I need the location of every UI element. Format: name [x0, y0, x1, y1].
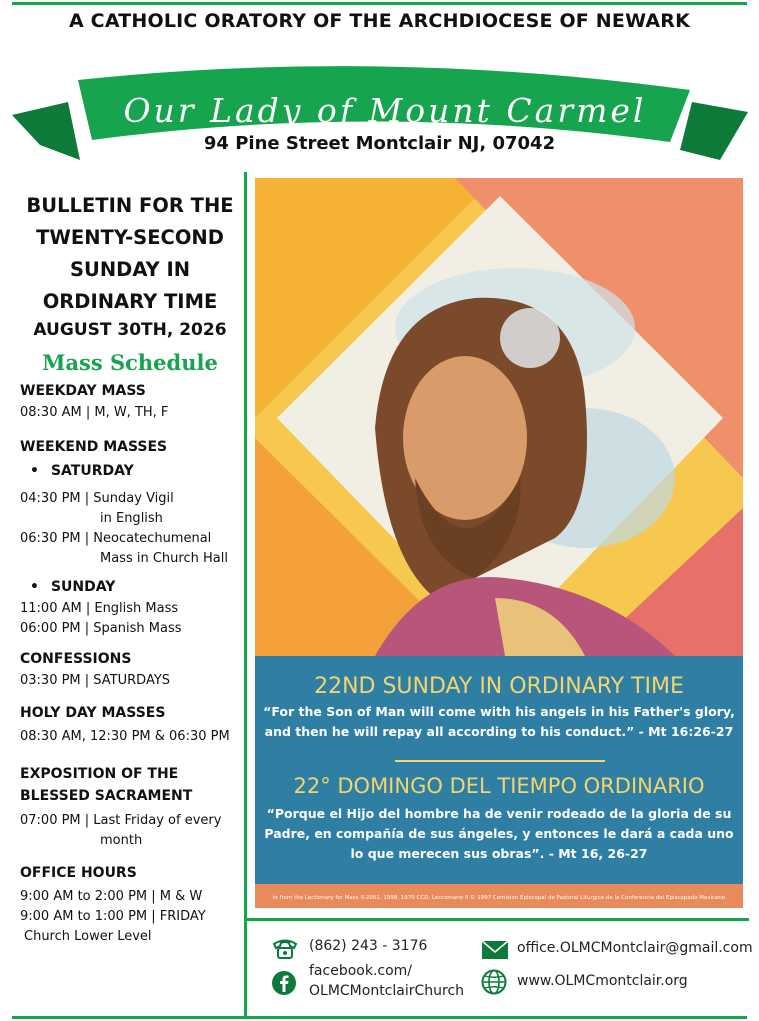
- bulletin-title: [20, 190, 240, 318]
- phone-icon: [271, 936, 299, 960]
- holy-day-times: 08:30 AM, 12:30 PM & 06:30 PM: [20, 729, 230, 744]
- saturday-vigil-time: 04:30 PM | Sunday Vigil: [20, 491, 174, 506]
- saturday-neocat-time: 06:30 PM | Neocatechumenal: [20, 531, 212, 546]
- bulletin-date: AUGUST 30TH, 2026: [33, 320, 227, 340]
- exposition-heading: [20, 763, 240, 807]
- exposition-heading-line: EXPOSITION OF THE: [20, 766, 179, 782]
- bulletin-title-line: ORDINARY TIME: [42, 290, 218, 313]
- globe-icon: [481, 969, 507, 995]
- email-link[interactable]: office.OLMCMontclair@gmail.com: [517, 940, 753, 956]
- confessions-heading: CONFESSIONS: [20, 651, 132, 667]
- website-link[interactable]: www.OLMCmontclair.org: [517, 973, 688, 989]
- sunday-label: • SUNDAY: [20, 579, 240, 595]
- english-quote-line: and then he will repay all according to his conduct.” - Mt 16:26-27: [264, 724, 734, 739]
- mail-icon: [481, 940, 509, 960]
- weekday-mass-heading: WEEKDAY MASS: [20, 383, 146, 399]
- column-divider: [244, 172, 247, 1017]
- oratory-tagline: A CATHOLIC ORATORY OF THE ARCHDIOCESE OF NEWARK: [68, 10, 691, 32]
- weekday-mass-time: 08:30 AM | M, W, TH, F: [20, 405, 169, 420]
- holy-day-heading: HOLY DAY MASSES: [20, 705, 166, 721]
- office-hours-friday: 9:00 AM to 1:00 PM | FRIDAY: [20, 909, 206, 924]
- office-hours-heading: OFFICE HOURS: [20, 865, 137, 881]
- bulletin-title-line: TWENTY-SECOND: [36, 226, 224, 249]
- office-location: Church Lower Level: [24, 929, 152, 944]
- top-border: [12, 2, 747, 5]
- spanish-quote-line: “Porque el Hijo del hombre ha de venir rodeado de la gloria de su: [266, 806, 732, 821]
- confessions-time: 03:30 PM | SATURDAYS: [20, 673, 171, 688]
- facebook-icon: [271, 970, 297, 996]
- title-separator: [395, 760, 605, 762]
- spanish-quote-line: lo que merecen sus obras”. - Mt 16, 26-27: [350, 846, 648, 861]
- bulletin-title-line: BULLETIN FOR THE: [26, 194, 234, 217]
- bottom-border: [12, 1016, 747, 1019]
- exposition-heading-line: BLESSED SACRAMENT: [20, 788, 193, 804]
- spanish-quote-line: Padre, en compañía de sus ángeles, y entonces le dará a cada uno: [264, 826, 734, 841]
- facebook-link-line: facebook.com/: [309, 963, 413, 979]
- weekend-masses-heading: WEEKEND MASSES: [20, 439, 168, 455]
- mass-schedule-heading: Mass Schedule: [42, 350, 218, 375]
- phone-number[interactable]: (862) 243 - 3176: [309, 938, 428, 954]
- jesus-illustration: [255, 178, 743, 656]
- copyright-text: ts from the Lectionary for Mass ©2001, 1998, 1970 CCD. Leccionario II © 1997 Comisión Episcopal de Pastoral Litúrgica de la Conferencia del Episcopado Mexicano: [272, 895, 726, 901]
- saturday-neocat-detail: Mass in Church Hall: [100, 551, 228, 566]
- facebook-link[interactable]: [309, 961, 464, 1001]
- bulletin-title-line: SUNDAY IN: [69, 258, 191, 281]
- exposition-time: 07:00 PM | Last Friday of every: [20, 813, 222, 828]
- english-quote-line: “For the Son of Man will come with his angels in his Father's glory,: [263, 704, 735, 719]
- office-hours-mw: 9:00 AM to 2:00 PM | M & W: [20, 889, 203, 904]
- english-title: 22ND SUNDAY IN ORDINARY TIME: [314, 674, 684, 699]
- facebook-link-line: OLMCMontclairChurch: [309, 983, 465, 999]
- gospel-poster: [255, 178, 743, 908]
- contact-divider: [247, 918, 749, 921]
- sunday-spanish-mass: 06:00 PM | Spanish Mass: [20, 621, 182, 636]
- saturday-label: • SATURDAY: [20, 463, 240, 479]
- exposition-time-detail: month: [100, 833, 143, 848]
- parish-address: 94 Pine Street Montclair NJ, 07042: [203, 133, 556, 154]
- parish-name: Our Lady of Mount Carmel: [123, 91, 647, 130]
- sunday-english-mass: 11:00 AM | English Mass: [20, 601, 179, 616]
- saturday-vigil-detail: in English: [100, 511, 163, 526]
- left-column: [20, 190, 240, 947]
- spanish-title: 22° DOMINGO DEL TIEMPO ORDINARIO: [293, 774, 705, 798]
